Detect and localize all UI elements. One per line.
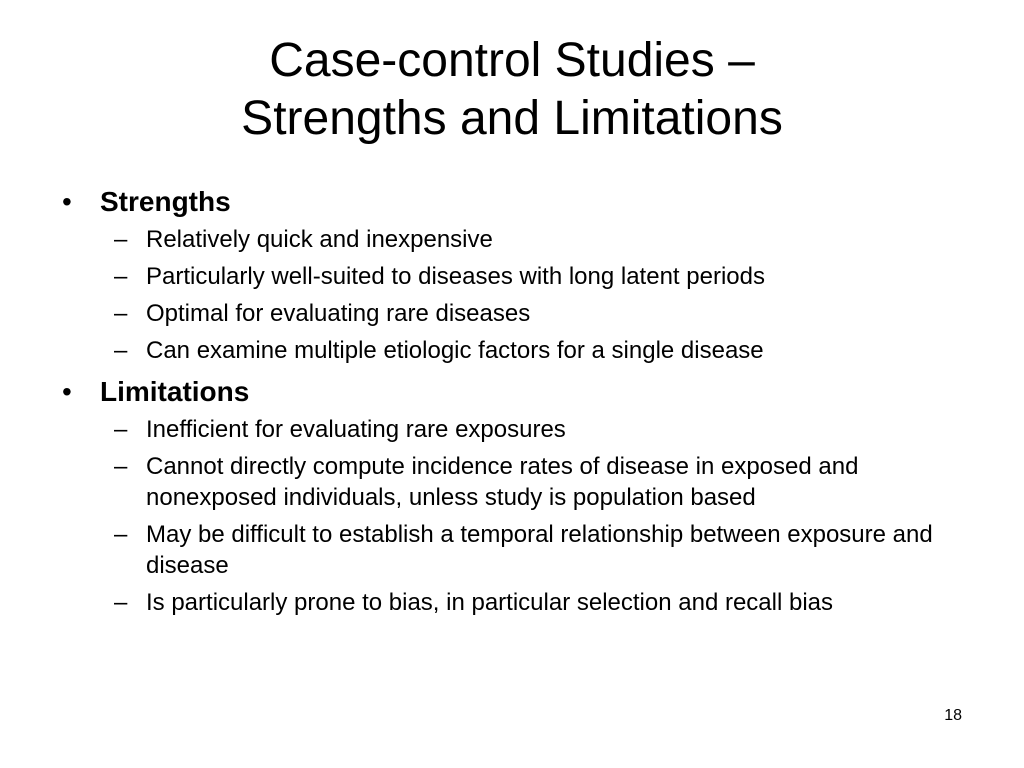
section-heading-label: Limitations (100, 376, 250, 407)
list-item-text: Cannot directly compute incidence rates of disease in exposed and nonexposed individuals, unless study is population based (146, 453, 859, 511)
dash-icon: – (114, 226, 128, 253)
dash-icon: – (114, 300, 128, 327)
list-item (62, 451, 982, 513)
list-item (62, 587, 982, 618)
list-item-text: Particularly well-suited to diseases with long latent periods (146, 263, 765, 290)
bullet-icon: • (62, 376, 72, 407)
list-item-text: Can examine multiple etiologic factors for a single disease (146, 337, 764, 364)
bullet-icon: • (62, 186, 72, 217)
list-item-text: Is particularly prone to bias, in particular selection and recall bias (146, 589, 834, 616)
list-item (62, 335, 982, 366)
dash-icon: – (114, 416, 128, 443)
list-item-text: Relatively quick and inexpensive (146, 226, 493, 253)
strengths-list (62, 224, 982, 366)
list-item (62, 224, 982, 255)
list-item-text: Optimal for evaluating rare diseases (146, 300, 531, 327)
title-line-2: Strengths and Limitations (241, 92, 783, 145)
slide-title (0, 32, 1024, 148)
page-number: 18 (944, 707, 962, 724)
list-item-text: May be difficult to establish a temporal relationship between exposure and disease (146, 521, 933, 579)
list-item-text: Inefficient for evaluating rare exposures (146, 416, 566, 443)
dash-icon: – (114, 453, 128, 480)
dash-icon: – (114, 263, 128, 290)
list-item (62, 519, 982, 581)
dash-icon: – (114, 589, 128, 616)
section-heading-strengths (62, 182, 982, 222)
section-heading-limitations (62, 372, 982, 412)
list-item (62, 298, 982, 329)
list-item (62, 261, 982, 292)
section-heading-label: Strengths (100, 186, 231, 217)
title-line-1: Case-control Studies – (269, 34, 755, 87)
list-item (62, 414, 982, 445)
limitations-list (62, 414, 982, 618)
slide-body (62, 182, 982, 624)
dash-icon: – (114, 337, 128, 364)
dash-icon: – (114, 521, 128, 548)
